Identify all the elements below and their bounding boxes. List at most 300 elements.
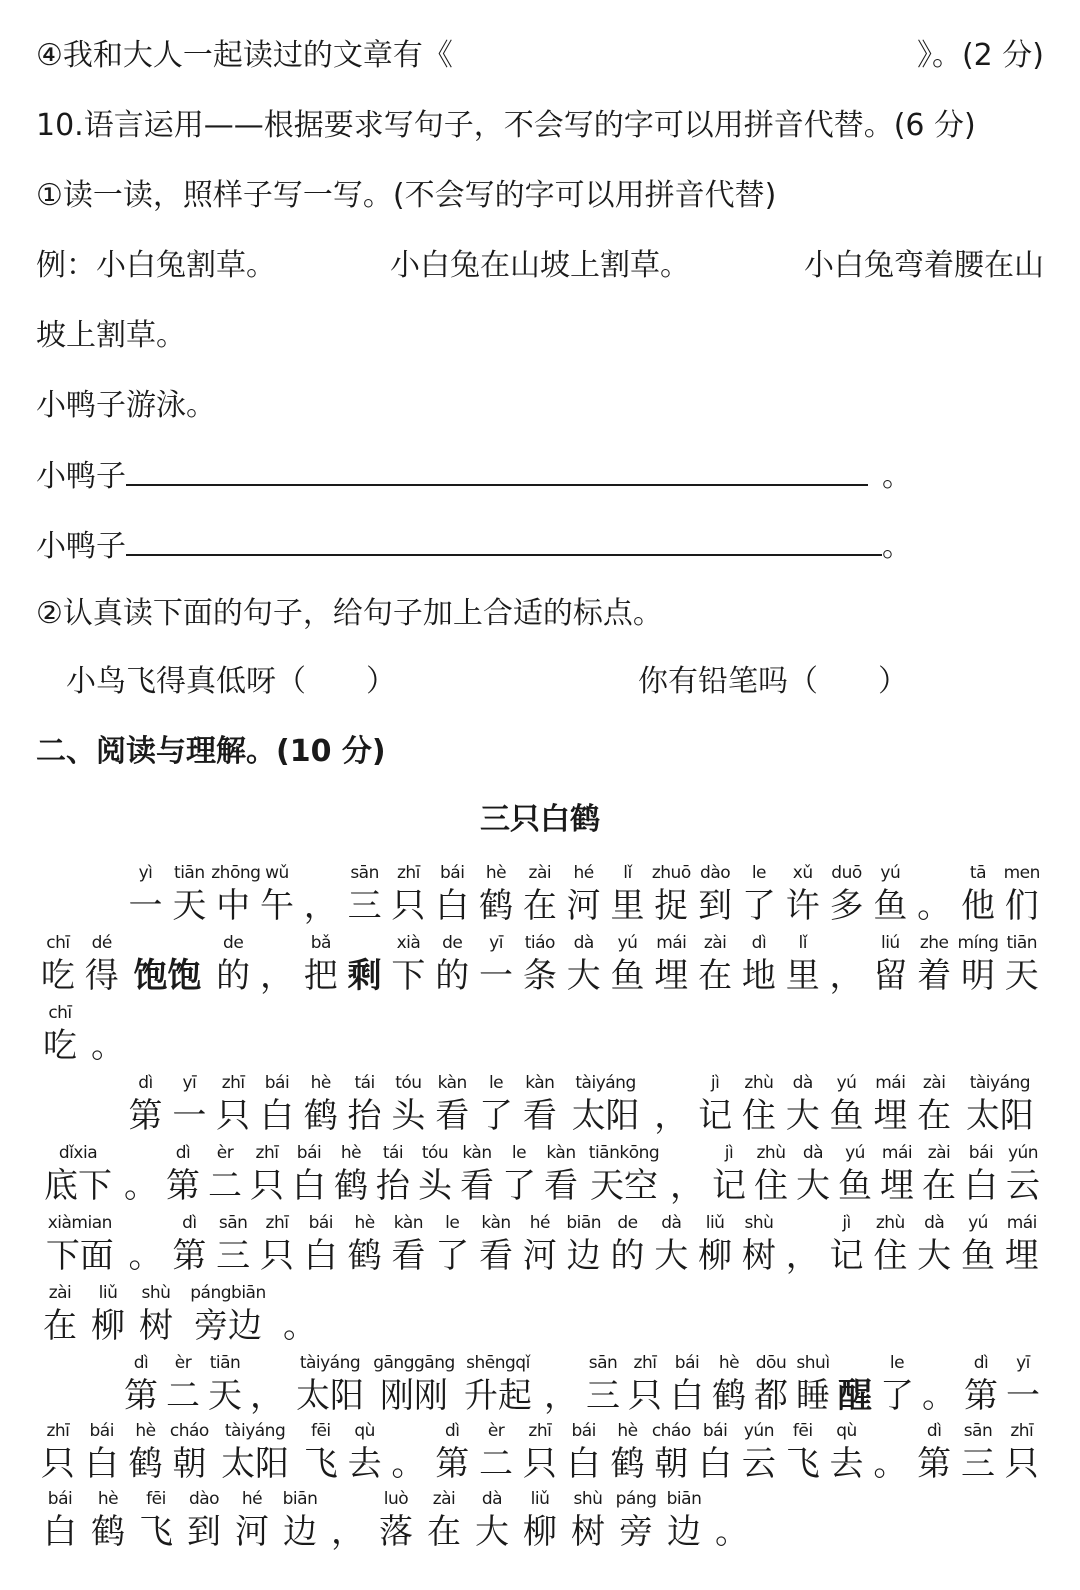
ruby-cell xyxy=(246,1352,288,1418)
ruby-cell xyxy=(708,1142,750,1208)
ruby-cell xyxy=(132,1488,180,1554)
pinyin: jì xyxy=(842,1213,851,1233)
ruby-cell xyxy=(343,1072,387,1138)
prompt-sentence: 小鸭子游泳。 xyxy=(36,388,216,423)
pinyin: dà xyxy=(802,1143,824,1163)
fill-line-1-prefix: 小鸭子 xyxy=(36,459,126,494)
ruby-cell xyxy=(162,1142,204,1208)
question-9-item-4 xyxy=(36,36,1044,76)
pinyin: hè xyxy=(354,1213,375,1233)
ruby-cell xyxy=(84,1488,132,1554)
hanzi xyxy=(36,884,80,928)
pinyin: sān xyxy=(588,1353,618,1373)
pinyin: bái xyxy=(968,1143,994,1163)
fill-line-1-period: 。 xyxy=(882,459,912,494)
ruby-cell xyxy=(36,1420,80,1486)
punct-close-2: ） xyxy=(878,664,908,699)
ruby-cell xyxy=(562,932,606,998)
hanzi: 捉 xyxy=(654,886,689,926)
ruby-cell xyxy=(737,862,781,928)
ruby-cell xyxy=(912,1212,956,1278)
pinyin: zài xyxy=(48,1283,72,1303)
hanzi: 去 xyxy=(347,1444,382,1484)
ruby-cell xyxy=(430,1212,474,1278)
pinyin: biān xyxy=(282,1489,318,1509)
hanzi: 。 xyxy=(715,1512,749,1552)
ruby-cell xyxy=(211,1072,255,1138)
story-title: 三只白鹤 xyxy=(480,802,600,837)
pinyin xyxy=(124,932,212,954)
ruby-cell xyxy=(562,1212,606,1278)
pinyin: hè xyxy=(340,1143,362,1163)
hanzi: 边 xyxy=(667,1512,701,1552)
ruby-cell xyxy=(562,862,606,928)
hanzi: 边 xyxy=(283,1512,317,1552)
hanzi: 白 xyxy=(670,1376,704,1416)
hanzi: 的 xyxy=(435,956,470,996)
ruby-cell xyxy=(693,1212,737,1278)
pinyin xyxy=(124,1212,168,1234)
ruby-cell xyxy=(162,1352,204,1418)
punctuation-item-2 xyxy=(638,662,908,702)
ruby-cell xyxy=(918,1142,960,1208)
pinyin: mái xyxy=(875,1073,906,1093)
ruby-cell xyxy=(132,1282,180,1348)
hanzi: 大 xyxy=(654,1236,689,1276)
hanzi: 剩 xyxy=(347,956,382,996)
pinyin: tàiyáng xyxy=(299,1353,361,1373)
ruby-cell xyxy=(474,1072,518,1138)
passage-row xyxy=(36,932,1044,998)
ruby-cell xyxy=(420,1488,468,1554)
ruby-cell xyxy=(430,1420,474,1486)
hanzi: 飞 xyxy=(785,1444,820,1484)
hanzi: 大 xyxy=(796,1166,830,1206)
hanzi: 三 xyxy=(960,1444,995,1484)
ruby-cell xyxy=(124,1420,168,1486)
ruby-cell xyxy=(120,1142,162,1208)
hanzi: 。 xyxy=(917,886,952,926)
hanzi: 鱼 xyxy=(960,1236,995,1276)
pinyin: yú xyxy=(836,1073,857,1093)
hanzi: 吃 xyxy=(40,956,75,996)
pinyin: yún xyxy=(743,1421,774,1441)
hanzi: 着 xyxy=(917,956,952,996)
pinyin xyxy=(387,1420,431,1442)
ruby-cell xyxy=(1000,1212,1044,1278)
pinyin: dì xyxy=(175,1143,191,1163)
hanzi: 吃 xyxy=(43,1026,77,1066)
ruby-cell xyxy=(299,1072,343,1138)
pinyin: zài xyxy=(703,933,727,953)
ruby-cell xyxy=(1000,1420,1044,1486)
ruby-cell xyxy=(876,1142,918,1208)
hanzi: 多 xyxy=(829,886,864,926)
hanzi: 午 xyxy=(259,886,294,926)
pinyin: le xyxy=(445,1213,460,1233)
ruby-cell xyxy=(649,1212,693,1278)
ruby-cell xyxy=(124,932,212,998)
hanzi: 白 xyxy=(84,1444,119,1484)
pinyin: le xyxy=(751,863,766,883)
punct-sentence-2: 你有铅笔吗（ xyxy=(638,664,818,699)
hanzi: ， xyxy=(829,956,864,996)
passage-row xyxy=(36,1282,324,1348)
pinyin xyxy=(912,862,956,884)
pinyin: zhù xyxy=(875,1213,905,1233)
ruby-cell xyxy=(80,862,124,928)
ruby-cell xyxy=(343,1212,387,1278)
pinyin: le xyxy=(511,1143,527,1163)
hanzi: 白 xyxy=(566,1444,601,1484)
ruby-cell xyxy=(1000,862,1044,928)
hanzi: 树 xyxy=(741,1236,776,1276)
pinyin: fēi xyxy=(146,1489,166,1509)
punctuation-item-1 xyxy=(66,662,396,702)
hanzi: 。 xyxy=(391,1444,426,1484)
hanzi: 看 xyxy=(391,1236,426,1276)
ruby-cell xyxy=(288,1142,330,1208)
ruby-cell xyxy=(660,1488,708,1554)
ruby-cell xyxy=(324,1488,372,1554)
pinyin xyxy=(825,932,869,954)
hanzi: ， xyxy=(654,1096,689,1136)
hanzi: 看 xyxy=(435,1096,470,1136)
hanzi: 。 xyxy=(922,1376,956,1416)
pinyin: tiān xyxy=(1006,933,1038,953)
pinyin xyxy=(84,1002,132,1024)
pinyin xyxy=(666,1142,708,1164)
hanzi: 去 xyxy=(829,1444,864,1484)
pinyin: mái xyxy=(881,1143,913,1163)
pinyin: liǔ xyxy=(705,1213,725,1233)
passage-row xyxy=(36,1212,1044,1278)
pinyin: bái xyxy=(296,1143,322,1163)
pinyin xyxy=(276,1282,324,1304)
fill-line-1 xyxy=(36,456,1044,497)
ruby-cell xyxy=(167,1072,211,1138)
pinyin: zhe xyxy=(919,933,949,953)
pinyin: èr xyxy=(174,1353,192,1373)
hanzi: ， xyxy=(544,1376,578,1416)
ruby-cell xyxy=(430,932,474,998)
hanzi: 升起 xyxy=(464,1376,532,1416)
hanzi: 三 xyxy=(586,1376,620,1416)
ruby-cell xyxy=(956,932,1000,998)
pinyin: duō xyxy=(831,863,862,883)
ruby-cell xyxy=(36,1002,84,1068)
pinyin: bǎ xyxy=(310,933,331,953)
pinyin: hé xyxy=(241,1489,263,1509)
hanzi: 大 xyxy=(566,956,601,996)
hanzi: 边 xyxy=(566,1236,601,1276)
hanzi: 第 xyxy=(124,1376,158,1416)
passage-row xyxy=(36,1420,1044,1486)
pinyin xyxy=(708,1488,756,1510)
pinyin: de xyxy=(223,933,244,953)
ruby-cell xyxy=(36,1072,80,1138)
ruby-cell xyxy=(84,1282,132,1348)
hanzi: 河 xyxy=(235,1512,269,1552)
ruby-cell xyxy=(624,1352,666,1418)
hanzi: 里 xyxy=(610,886,645,926)
pinyin: zài xyxy=(922,1073,946,1093)
pinyin: tiān xyxy=(174,863,205,883)
pinyin: jì xyxy=(724,1143,734,1163)
pinyin: fēi xyxy=(310,1421,331,1441)
hanzi: 埋 xyxy=(654,956,689,996)
pinyin: kàn xyxy=(546,1143,576,1163)
pinyin: yú xyxy=(880,863,901,883)
ruby-cell xyxy=(36,932,80,998)
pinyin: zhī xyxy=(265,1213,289,1233)
hanzi: 在 xyxy=(922,1166,956,1206)
ruby-cell xyxy=(868,932,912,998)
hanzi: 们 xyxy=(1004,886,1039,926)
ruby-cell xyxy=(36,1488,84,1554)
pinyin: zhī xyxy=(396,863,420,883)
hanzi: 地 xyxy=(741,956,776,996)
hanzi: 。 xyxy=(124,1166,158,1206)
pinyin xyxy=(868,1420,912,1442)
hanzi: 鹤 xyxy=(91,1512,125,1552)
ruby-cell xyxy=(960,1142,1002,1208)
ruby-cell xyxy=(80,1420,124,1486)
pinyin: liú xyxy=(880,933,900,953)
pinyin: zài xyxy=(927,1143,951,1163)
pinyin: páng xyxy=(615,1489,657,1509)
ruby-cell xyxy=(737,1072,781,1138)
hanzi: 看 xyxy=(460,1166,494,1206)
hanzi: 太阳 xyxy=(571,1096,640,1136)
pinyin: le xyxy=(488,1073,504,1093)
hanzi: 二 xyxy=(208,1166,242,1206)
pinyin: xià xyxy=(396,933,421,953)
ruby-cell xyxy=(372,1142,414,1208)
pinyin: dà xyxy=(573,933,594,953)
ruby-cell xyxy=(518,932,562,998)
ruby-cell xyxy=(693,932,737,998)
hanzi: 了 xyxy=(435,1236,470,1276)
pinyin xyxy=(80,862,124,884)
hanzi: ， xyxy=(331,1512,365,1552)
hanzi: 了 xyxy=(502,1166,536,1206)
pinyin xyxy=(299,862,343,884)
ruby-cell xyxy=(84,1002,132,1068)
answer-blank-2[interactable] xyxy=(126,526,882,556)
hanzi: 柳 xyxy=(91,1306,125,1346)
hanzi: 第 xyxy=(128,1096,163,1136)
ruby-cell xyxy=(255,1212,299,1278)
hanzi: 在 xyxy=(522,886,557,926)
ruby-cell xyxy=(582,1142,666,1208)
hanzi: 都 xyxy=(754,1376,788,1416)
hanzi: 条 xyxy=(522,956,557,996)
answer-blank-1[interactable] xyxy=(126,456,868,486)
ruby-cell xyxy=(343,862,387,928)
ruby-cell xyxy=(299,1420,343,1486)
ruby-cell xyxy=(498,1142,540,1208)
pinyin: xǔ xyxy=(792,863,813,883)
hanzi: 白 xyxy=(964,1166,998,1206)
ruby-cell xyxy=(255,1072,299,1138)
ruby-cell xyxy=(124,862,168,928)
ruby-cell xyxy=(180,1282,276,1348)
pinyin: tái xyxy=(354,1073,375,1093)
q9-item4-prefix: ④我和大人一起读过的文章有《 xyxy=(36,38,453,73)
ruby-cell xyxy=(708,1488,756,1554)
ruby-cell xyxy=(918,1352,960,1418)
hanzi: 白 xyxy=(698,1444,733,1484)
hanzi: 白 xyxy=(292,1166,326,1206)
ruby-cell xyxy=(912,862,956,928)
ruby-cell xyxy=(956,862,1000,928)
ruby-cell xyxy=(649,1420,693,1486)
ruby-cell xyxy=(288,1352,372,1418)
ruby-cell xyxy=(255,862,299,928)
pinyin xyxy=(540,1352,582,1374)
pinyin: kàn xyxy=(462,1143,492,1163)
ruby-cell xyxy=(912,932,956,998)
pinyin xyxy=(120,1142,162,1164)
pinyin: biān xyxy=(666,1489,702,1509)
hanzi: 鹤 xyxy=(610,1444,645,1484)
ruby-cell xyxy=(825,932,869,998)
hanzi: 旁边 xyxy=(194,1306,262,1346)
hanzi: ， xyxy=(785,1236,820,1276)
ruby-cell xyxy=(330,1142,372,1208)
pinyin: biān xyxy=(566,1213,602,1233)
passage-row xyxy=(36,1488,756,1554)
hanzi: 白 xyxy=(259,1096,294,1136)
pinyin: lǐ xyxy=(623,863,632,883)
hanzi: 埋 xyxy=(873,1096,908,1136)
ruby-cell xyxy=(582,1352,624,1418)
hanzi: 一 xyxy=(479,956,514,996)
pinyin: shuì xyxy=(796,1353,830,1373)
pinyin: bái xyxy=(89,1421,114,1441)
ruby-cell xyxy=(956,1072,1044,1138)
passage-row xyxy=(36,1002,132,1068)
pinyin: yì xyxy=(138,863,153,883)
hanzi: 只 xyxy=(1004,1444,1039,1484)
ruby-cell xyxy=(343,932,387,998)
hanzi: 下面 xyxy=(45,1236,114,1276)
hanzi: 鱼 xyxy=(838,1166,872,1206)
ruby-cell xyxy=(387,1212,431,1278)
pinyin: zhī xyxy=(528,1421,552,1441)
passage-row xyxy=(36,1352,1044,1418)
ruby-cell xyxy=(606,862,650,928)
pinyin: zhī xyxy=(1010,1421,1034,1441)
pinyin: dà xyxy=(792,1073,813,1093)
pinyin: shù xyxy=(141,1283,171,1303)
ruby-cell xyxy=(606,932,650,998)
pinyin: dà xyxy=(481,1489,503,1509)
ruby-cell xyxy=(1002,1142,1044,1208)
ruby-cell xyxy=(666,1352,708,1418)
hanzi: 朝 xyxy=(172,1444,207,1484)
ruby-cell xyxy=(649,932,693,998)
ruby-cell xyxy=(868,1420,912,1486)
hanzi: 住 xyxy=(741,1096,776,1136)
pinyin: zhuō xyxy=(651,863,691,883)
pinyin: de xyxy=(442,933,463,953)
hanzi: ， xyxy=(670,1166,704,1206)
pinyin: hè xyxy=(135,1421,156,1441)
ruby-cell xyxy=(387,862,431,928)
hanzi: 在 xyxy=(917,1096,952,1136)
example-sentences xyxy=(36,246,1044,286)
hanzi: 白 xyxy=(43,1512,77,1552)
pinyin: dì xyxy=(138,1073,153,1093)
pinyin: luò xyxy=(383,1489,409,1509)
pinyin xyxy=(781,1212,825,1234)
ruby-cell xyxy=(960,1352,1002,1418)
pinyin: bái xyxy=(440,863,465,883)
hanzi: 第 xyxy=(172,1236,207,1276)
ruby-cell xyxy=(606,1420,650,1486)
pinyin: de xyxy=(617,1213,638,1233)
hanzi: 云 xyxy=(1006,1166,1040,1206)
ruby-cell xyxy=(456,1142,498,1208)
hanzi: 了 xyxy=(741,886,776,926)
hanzi: 树 xyxy=(571,1512,605,1552)
ruby-cell xyxy=(876,1352,918,1418)
pinyin: cháo xyxy=(169,1421,209,1441)
ruby-cell xyxy=(781,862,825,928)
pinyin: tiān xyxy=(209,1353,241,1373)
ruby-cell xyxy=(387,932,431,998)
hanzi: 里 xyxy=(785,956,820,996)
fill-line-2-period: 。 xyxy=(882,529,912,564)
hanzi: 第 xyxy=(917,1444,952,1484)
pinyin: hè xyxy=(617,1421,638,1441)
ruby-cell xyxy=(781,1212,825,1278)
ruby-cell xyxy=(36,1282,84,1348)
ruby-cell xyxy=(693,862,737,928)
pinyin: bái xyxy=(571,1421,596,1441)
hanzi: 鹤 xyxy=(712,1376,746,1416)
pinyin: dì xyxy=(973,1353,989,1373)
ruby-cell xyxy=(518,1420,562,1486)
hanzi: 鱼 xyxy=(610,956,645,996)
pinyin: dōu xyxy=(755,1353,787,1373)
pinyin: qù xyxy=(354,1421,375,1441)
ruby-cell xyxy=(211,1212,255,1278)
pinyin: wǔ xyxy=(265,863,289,883)
ruby-cell xyxy=(562,1420,606,1486)
pinyin: yī xyxy=(1016,1353,1030,1373)
example-label: 例：小白兔割草。 xyxy=(36,248,276,283)
ruby-cell xyxy=(180,1488,228,1554)
ruby-cell xyxy=(649,862,693,928)
hanzi: 二 xyxy=(479,1444,514,1484)
pinyin: tā xyxy=(969,863,987,883)
pinyin: zhī xyxy=(633,1353,657,1373)
pinyin xyxy=(918,1352,960,1374)
hanzi: 一 xyxy=(172,1096,207,1136)
pinyin: shù xyxy=(573,1489,603,1509)
hanzi: 第 xyxy=(964,1376,998,1416)
hanzi xyxy=(36,1094,80,1138)
pinyin xyxy=(834,1352,876,1374)
hanzi: 记 xyxy=(698,1096,733,1136)
pinyin: tàiyáng xyxy=(224,1421,286,1441)
hanzi: 。 xyxy=(128,1236,163,1276)
hanzi: 第 xyxy=(166,1166,200,1206)
pinyin: dà xyxy=(924,1213,945,1233)
